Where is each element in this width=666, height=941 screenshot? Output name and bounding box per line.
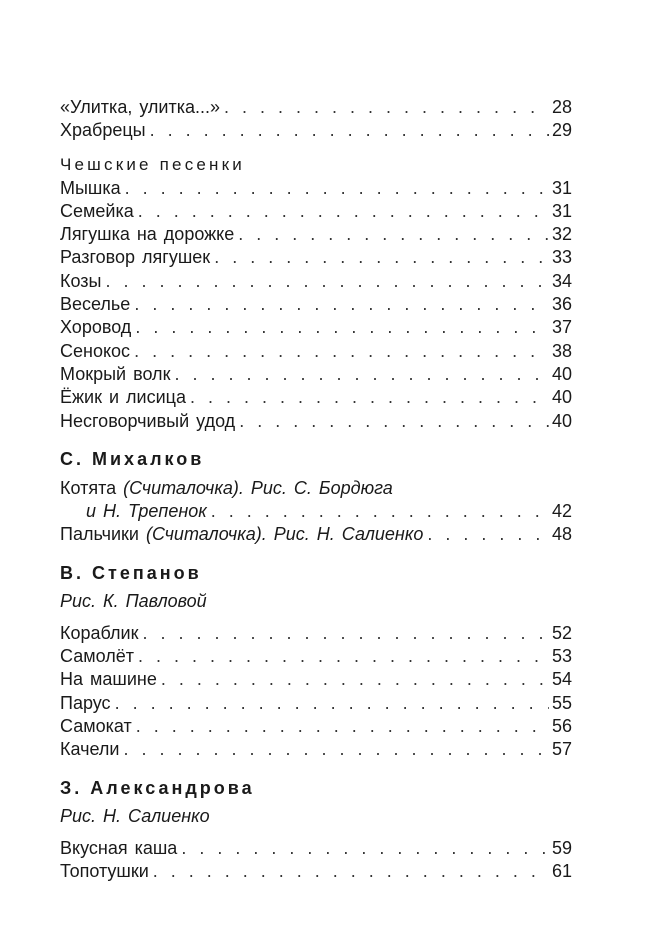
entry-page: 48 <box>551 524 572 545</box>
entry-note: (Считалочка). Рис. С. Бордюга <box>123 477 393 498</box>
toc-entry[interactable] <box>60 645 572 668</box>
entry-page: 31 <box>551 177 572 198</box>
dot-leader <box>238 223 549 246</box>
toc-entry[interactable] <box>60 223 572 246</box>
dot-leader <box>214 246 549 269</box>
dot-leader <box>190 386 549 409</box>
dot-leader <box>134 293 549 316</box>
dot-leader <box>239 410 549 433</box>
dot-leader <box>115 692 549 715</box>
entry-title: «Улитка, улитка...» <box>60 97 221 117</box>
toc-entry[interactable] <box>60 668 572 691</box>
entry-page: 52 <box>551 622 572 643</box>
entry-title: Хоровод <box>60 317 132 338</box>
dot-leader <box>181 837 549 860</box>
entry-title: Самокат <box>60 715 132 736</box>
toc-entry[interactable] <box>60 177 572 200</box>
dot-leader <box>123 738 549 761</box>
entry-page: 36 <box>551 294 572 315</box>
toc-entry[interactable] <box>60 316 572 339</box>
author-heading-aleksandrova: З. Александрова <box>60 777 255 798</box>
entry-title: Ёжик и лисица <box>60 387 186 408</box>
toc-entry[interactable] <box>60 410 572 433</box>
dot-leader <box>427 523 549 546</box>
entry-title: Несговорчивый удод <box>60 410 236 431</box>
entry-page: 29 <box>551 120 572 141</box>
entry-title: На машине <box>60 669 157 690</box>
entry-title: Семейка <box>60 200 134 221</box>
entry-page: 38 <box>551 340 572 361</box>
author-heading-mikhalkov: С. Михалков <box>60 448 205 469</box>
toc-entry[interactable] <box>60 622 572 645</box>
entry-title: Мокрый волк <box>60 363 171 384</box>
entry-title: Пальчики <box>60 524 139 545</box>
table-of-contents <box>60 96 572 883</box>
entry-page: 28 <box>551 97 572 117</box>
toc-entry[interactable] <box>60 270 572 293</box>
dot-leader <box>135 316 549 339</box>
dot-leader <box>136 715 549 738</box>
toc-entry-kotyata[interactable] <box>60 477 572 500</box>
dot-leader <box>138 200 549 223</box>
toc-entry[interactable] <box>60 246 572 269</box>
entry-title: Качели <box>60 739 120 760</box>
entry-title: Мышка <box>60 177 121 198</box>
toc-entry[interactable] <box>60 293 572 316</box>
dot-leader <box>161 668 549 691</box>
dot-leader <box>134 340 549 363</box>
entry-title: Самолёт <box>60 646 134 667</box>
toc-entry[interactable] <box>60 119 572 142</box>
toc-group-czech <box>60 177 572 433</box>
dot-leader <box>153 860 549 883</box>
dot-leader <box>125 177 549 200</box>
dot-leader <box>174 363 549 386</box>
toc-group-misc <box>60 96 572 143</box>
entry-note-continued: и Н. Трепенок <box>86 501 207 522</box>
entry-title: Вкусная каша <box>60 837 178 858</box>
entry-page: 53 <box>551 646 572 667</box>
entry-page: 40 <box>551 387 572 408</box>
toc-entry[interactable] <box>60 738 572 761</box>
entry-page: 61 <box>551 860 572 881</box>
entry-page: 54 <box>551 669 572 690</box>
toc-entry[interactable] <box>60 837 572 860</box>
entry-page: 42 <box>551 501 572 522</box>
toc-entry[interactable] <box>60 715 572 738</box>
entry-title: Козы <box>60 270 102 291</box>
toc-group-stepanov <box>60 622 572 762</box>
entry-page: 33 <box>551 247 572 268</box>
toc-entry-palchiki[interactable] <box>60 523 572 546</box>
entry-page: 32 <box>551 224 572 245</box>
dot-leader <box>224 96 549 119</box>
entry-title: Сенокос <box>60 340 131 361</box>
entry-note: (Считалочка). Рис. Н. Салиенко <box>146 524 424 545</box>
entry-title: Разговор лягушек <box>60 247 211 268</box>
dot-leader <box>142 622 549 645</box>
illustrator-note-stepanov: Рис. К. Павловой <box>60 590 207 611</box>
entry-title: Кораблик <box>60 622 139 643</box>
entry-title: Веселье <box>60 294 131 315</box>
illustrator-note-aleksandrova: Рис. Н. Салиенко <box>60 805 210 826</box>
dot-leader <box>150 119 549 142</box>
entry-title: Храбрецы <box>60 120 146 141</box>
toc-entry[interactable] <box>60 340 572 363</box>
toc-group-mikhalkov <box>60 477 572 547</box>
entry-page: 31 <box>551 200 572 221</box>
dot-leader <box>105 270 548 293</box>
entry-page: 57 <box>551 739 572 760</box>
dot-leader <box>138 645 549 668</box>
toc-entry[interactable] <box>60 386 572 409</box>
toc-entry[interactable] <box>60 860 572 883</box>
dot-leader <box>211 500 549 523</box>
entry-page: 55 <box>551 692 572 713</box>
entry-title: Котята <box>60 477 117 498</box>
toc-entry-continuation[interactable] <box>60 500 572 523</box>
toc-entry[interactable] <box>60 96 572 119</box>
entry-title: Лягушка на дорожке <box>60 224 235 245</box>
entry-page: 34 <box>551 270 572 291</box>
entry-title: Топотушки <box>60 860 149 881</box>
toc-group-aleksandrova <box>60 837 572 884</box>
entry-page: 37 <box>551 317 572 338</box>
entry-page: 40 <box>551 363 572 384</box>
entry-page: 56 <box>551 715 572 736</box>
toc-entry[interactable] <box>60 692 572 715</box>
entry-page: 59 <box>551 837 572 858</box>
toc-entry[interactable] <box>60 363 572 386</box>
entry-title: Парус <box>60 692 111 713</box>
author-heading-stepanov: В. Степанов <box>60 562 202 583</box>
toc-entry[interactable] <box>60 200 572 223</box>
section-heading-czech: Чешские песенки <box>60 154 245 174</box>
entry-page: 40 <box>551 410 572 431</box>
